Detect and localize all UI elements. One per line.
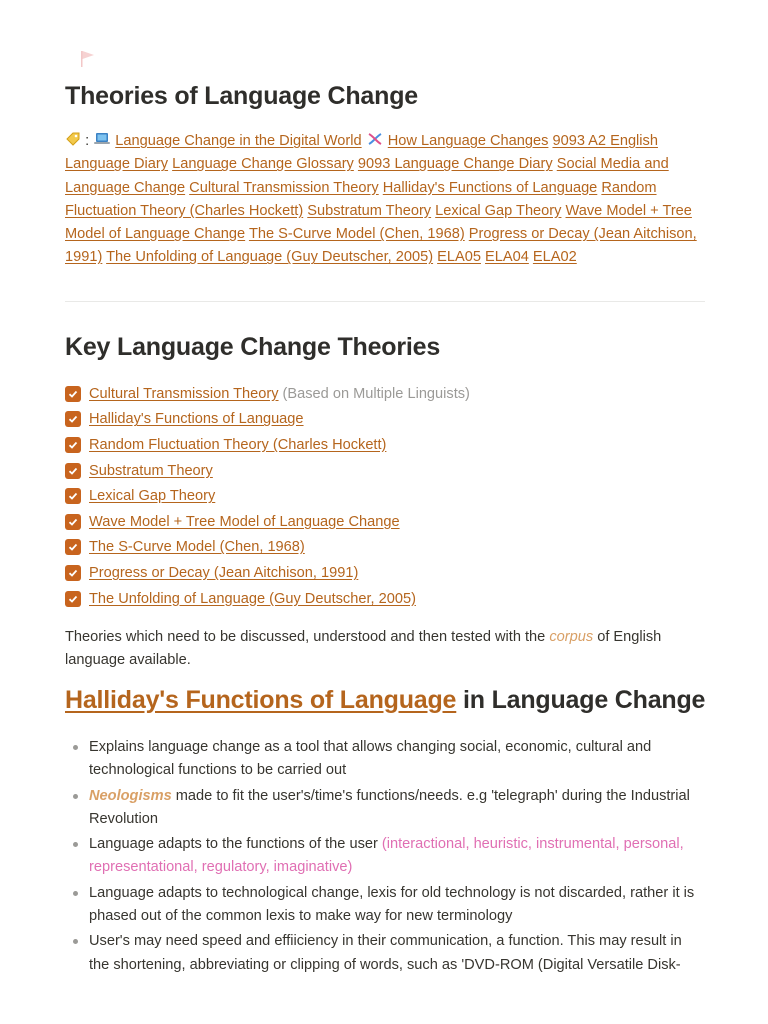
checklist-item [65, 381, 705, 407]
intro-paragraph [65, 626, 705, 673]
halliday-heading-link[interactable]: Halliday's Functions of Language [65, 686, 457, 714]
page-title: Theories of Language Change [65, 82, 418, 110]
tag-link-unfolding[interactable]: The Unfolding of Language (Guy Deutscher, 2005) [106, 249, 434, 266]
checkbox-checked-icon[interactable] [65, 565, 81, 581]
tag-link-lexical-gap[interactable]: Lexical Gap Theory [435, 202, 562, 219]
bullet-text: Language adapts to the functions of the user [89, 836, 382, 853]
tag-link-social-media[interactable]: Social Media and Language Change [65, 156, 669, 196]
checklist-link-unfolding[interactable]: The Unfolding of Language (Guy Deutscher, 2005) [89, 590, 416, 607]
checklist-item [65, 407, 705, 433]
tag-link-ela02[interactable]: ELA02 [532, 249, 577, 266]
tag-link-halliday[interactable]: Halliday's Functions of Language [382, 179, 598, 196]
tag-link-progress-decay[interactable]: Progress or Decay (Jean Aitchison, 1991) [65, 226, 697, 266]
tag-link-digital-world[interactable]: Language Change in the Digital World [115, 133, 362, 149]
checklist-item [65, 509, 705, 535]
halliday-heading-rest: in Language Change [456, 686, 706, 714]
key-theories-checklist [65, 381, 705, 611]
tag-link-glossary[interactable]: Language Change Glossary [172, 156, 354, 173]
tag-link-wave-tree[interactable]: Wave Model + Tree Model of Language Change [65, 202, 692, 243]
checklist-link-wave-tree[interactable]: Wave Model + Tree Model of Language Change [89, 513, 400, 530]
list-item [65, 785, 705, 832]
tag-link-s-curve[interactable]: The S-Curve Model (Chen, 1968) [248, 226, 465, 243]
tag-link-ela04[interactable]: ELA04 [485, 249, 529, 266]
tag-link-substratum[interactable]: Substratum Theory [307, 202, 432, 219]
tag-link-9093-diary[interactable]: 9093 Language Change Diary [357, 156, 553, 173]
checklist-link-progress-decay[interactable]: Progress or Decay (Jean Aitchison, 1991) [89, 564, 359, 581]
checkbox-checked-icon[interactable] [65, 488, 81, 504]
checklist-item [65, 458, 705, 484]
checklist-note: (Based on Multiple Linguists) [282, 385, 470, 402]
checkbox-checked-icon[interactable] [65, 411, 81, 427]
checklist-link-lexical-gap[interactable]: Lexical Gap Theory [89, 488, 216, 505]
checkbox-checked-icon[interactable] [65, 463, 81, 479]
checklist-item [65, 432, 705, 458]
checkbox-checked-icon[interactable] [65, 437, 81, 453]
checklist-link-substratum[interactable]: Substratum Theory [89, 462, 213, 479]
intro-text-after: of English language available. [65, 629, 662, 669]
checkbox-checked-icon[interactable] [65, 386, 81, 402]
divider [65, 301, 705, 302]
checkbox-checked-icon[interactable] [65, 514, 81, 530]
bullet-text: Explains language change as a tool that allows changing social, economic, cultural and technological functions to be carried out [89, 739, 652, 779]
checklist-item [65, 560, 705, 586]
checkbox-checked-icon[interactable] [65, 591, 81, 607]
list-item [65, 736, 705, 783]
list-item [65, 930, 705, 977]
bullet-text: User's may need speed and effiiciency in their communication, a function. This may result in the shortening, abbreviating or clipping of words, such as 'DVD-ROM (Digital Versatile Disk- [89, 933, 682, 973]
checklist-item [65, 586, 705, 612]
laptop-icon [93, 131, 111, 147]
halliday-heading [65, 686, 705, 715]
functions-highlight: (interactional, heuristic, instrumental, personal, representational, regulatory, imaginative) [89, 836, 684, 876]
list-item [65, 882, 705, 929]
checklist-item [65, 535, 705, 561]
dna-icon [366, 131, 384, 147]
checklist-item [65, 483, 705, 509]
intro-text-before: Theories which need to be discussed, understood and then tested with the [65, 629, 550, 645]
key-theories-heading: Key Language Change Theories [65, 333, 441, 361]
checklist-link-cultural-transmission[interactable]: Cultural Transmission Theory [89, 385, 279, 402]
bullet-text: made to fit the user's/time's functions/needs. e.g 'telegraph' during the Industrial Revolution [89, 787, 690, 827]
neologisms-highlight: Neologisms [89, 787, 172, 804]
tag-link-random-fluctuation[interactable]: Random Fluctuation Theory (Charles Hockett) [65, 179, 657, 219]
checklist-link-s-curve[interactable]: The S-Curve Model (Chen, 1968) [89, 539, 305, 556]
tag-link-cultural-transmission[interactable]: Cultural Transmission Theory [189, 179, 379, 196]
halliday-bullet-list [65, 736, 705, 979]
tag-link-ela05[interactable]: ELA05 [437, 249, 481, 266]
checkbox-checked-icon[interactable] [65, 539, 81, 555]
tag-links [65, 130, 705, 270]
corpus-highlight: corpus [549, 629, 594, 645]
list-item [65, 833, 705, 880]
label-tag-icon [65, 131, 81, 147]
tag-link-how-language-changes[interactable]: How Language Changes [387, 133, 549, 149]
checklist-link-random-fluctuation[interactable]: Random Fluctuation Theory (Charles Hockett) [89, 436, 387, 453]
bullet-text: Language adapts to technological change, lexis for old technology is not discarded, rather it is phased out of the common lexis to make way for new terminology [89, 884, 695, 925]
tag-link-a2-diary[interactable]: 9093 A2 English Language Diary [65, 133, 658, 173]
tag-separator: : [85, 133, 90, 149]
flag-icon [78, 48, 98, 70]
checklist-link-halliday[interactable]: Halliday's Functions of Language [89, 411, 304, 428]
